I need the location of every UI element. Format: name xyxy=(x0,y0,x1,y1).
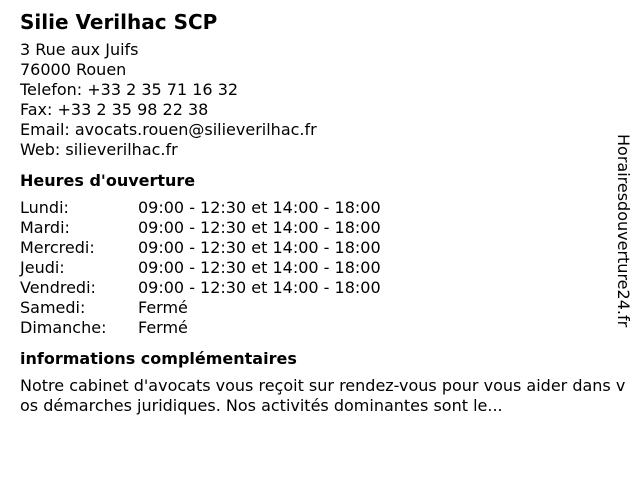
hours-row-monday xyxy=(20,198,620,218)
web-value: silieverilhac.fr xyxy=(65,140,178,159)
hours-heading: Heures d'ouverture xyxy=(20,171,196,190)
hours-day: Vendredi: xyxy=(20,278,96,297)
hours-time: 09:00 - 12:30 et 14:00 - 18:00 xyxy=(138,198,381,217)
web-line xyxy=(20,140,620,160)
hours-day: Samedi: xyxy=(20,298,86,317)
fax-value: +33 2 35 98 22 38 xyxy=(57,100,209,119)
fax-line xyxy=(20,100,620,120)
hours-time: 09:00 - 12:30 et 14:00 - 18:00 xyxy=(138,278,381,297)
hours-time: 09:00 - 12:30 et 14:00 - 18:00 xyxy=(138,218,381,237)
address-line-2: 76000 Rouen xyxy=(20,60,127,79)
phone-value: +33 2 35 71 16 32 xyxy=(87,80,239,99)
hours-day: Lundi: xyxy=(20,198,69,217)
email-line xyxy=(20,120,620,140)
hours-table xyxy=(20,198,620,338)
hours-day: Mardi: xyxy=(20,218,70,237)
phone-label: Telefon: xyxy=(20,80,83,99)
business-name: Silie Verilhac SCP xyxy=(20,10,218,34)
hours-row-tuesday xyxy=(20,218,620,238)
site-watermark: Horairesdouverture24.fr xyxy=(614,134,633,328)
hours-time: Fermé xyxy=(138,298,188,317)
extra-info-heading: informations complémentaires xyxy=(20,349,297,368)
hours-row-sunday xyxy=(20,318,620,338)
hours-row-saturday xyxy=(20,298,620,318)
hours-day: Mercredi: xyxy=(20,238,95,257)
hours-day: Jeudi: xyxy=(20,258,65,277)
fax-label: Fax: xyxy=(20,100,53,119)
hours-time: 09:00 - 12:30 et 14:00 - 18:00 xyxy=(138,258,381,277)
web-label: Web: xyxy=(20,140,61,159)
email-label: Email: xyxy=(20,120,70,139)
hours-time: Fermé xyxy=(138,318,188,337)
hours-time: 09:00 - 12:30 et 14:00 - 18:00 xyxy=(138,238,381,257)
phone-line xyxy=(20,80,620,100)
hours-row-friday xyxy=(20,278,620,298)
email-value: avocats.rouen@silieverilhac.fr xyxy=(74,120,317,139)
hours-day: Dimanche: xyxy=(20,318,107,337)
hours-row-thursday xyxy=(20,258,620,278)
extra-info-text: Notre cabinet d'avocats vous reçoit sur rendez-vous pour vous aider dans vos démarches juridiques. Nos activités dominantes sont le... xyxy=(20,376,626,415)
hours-row-wednesday xyxy=(20,238,620,258)
address-line-1: 3 Rue aux Juifs xyxy=(20,40,139,59)
